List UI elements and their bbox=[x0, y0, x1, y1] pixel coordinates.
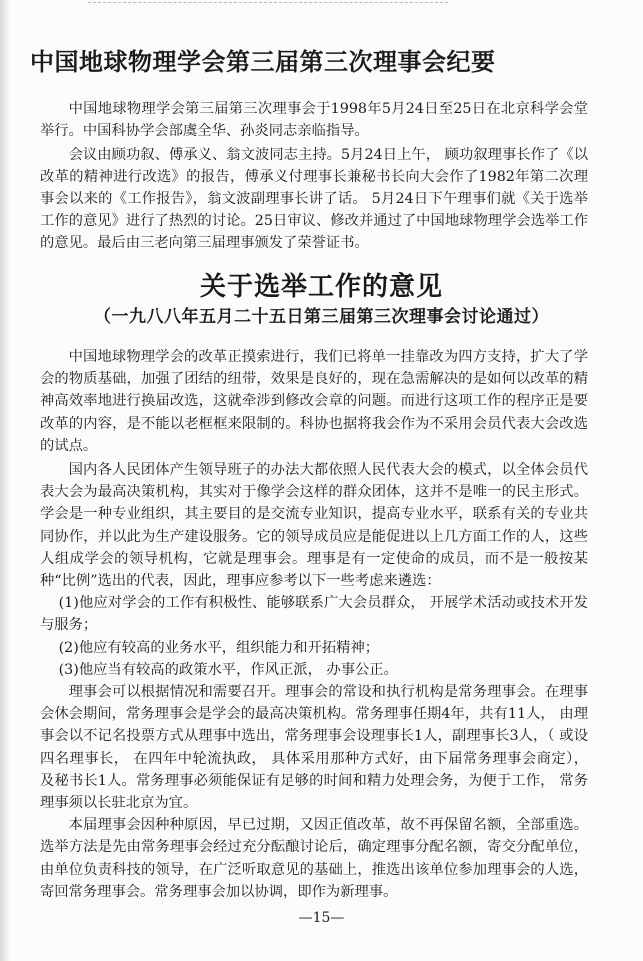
criterion-3: (3)他应当有较高的政策水平，作风正派， 办事公正。 bbox=[58, 661, 398, 678]
opinion-body bbox=[40, 346, 588, 903]
page-edge-shadow bbox=[0, 0, 10, 961]
criterion-2: (2)他应有较高的业务水平，组织能力和开拓精神； bbox=[58, 639, 380, 656]
opinion-paragraph-2: 国内各人民团体产生领导班子的办法大都依照人民代表大会的模式，以全体会员代表大会为最高决策机构，其实对于像学会这样的群众团体，这并不是唯一的民主形式。学会是一种专业组织，其主要目的是交流专业知识，提高专业水平，联系有关的专业共同协作，并以此为生产建设服务。它的领导成员应是能促进以上几方面工作的人，这些人组成学会的领导机构，它就是理事会。理事是有一定使命的成员，而不是一般按某种“比例”选出的代表，因此，理事应参考以下一些考虑来遴选： bbox=[40, 462, 588, 590]
minutes-body bbox=[40, 98, 588, 254]
opinion-paragraph-3: 理事会可以根据情况和需要召开。理事会的常设和执行机构是常务理事会。在理事会休会期间，常务理事会是学会的最高决策机构。常务理事任期4年，共有11人， 由理事会以不记名投票方式从理事中选出，常务理事会设理事长1人，副理事长3人，（ 或设四名理事长， 在四年中轮流执政， 具体采用那种方式好，由下届常务理事会商定）， 及秘书长1人。常务理事必须能保证有足够的时间和精力处理会务，为便于工作， 常务理事须以长驻北京为宜。 bbox=[40, 684, 588, 812]
top-bleed-mark bbox=[88, 2, 448, 9]
page-number: —15— bbox=[298, 910, 345, 926]
opinion-paragraph-1: 中国地球物理学会的改革正摸索进行，我们已将单一挂靠改为四方支持，扩大了学会的物质基础，加强了团结的纽带，效果是良好的，现在急需解决的是如何以改革的精神高效率地进行换届改选，这就牵涉到修改会章的问题。而进行这项工作的程序正是要改革的内容，是不能以老框框来限制的。科协也据将我会作为不采用会员代表大会改选的试点。 bbox=[40, 349, 588, 454]
minutes-title: 中国地球物理学会第三届第三次理事会纪要 bbox=[30, 47, 496, 76]
minutes-paragraph-2: 会议由顾功叙、傅承义、翁文波同志主持。5月24日上午， 顾功叙理事长作了《以改革的精神进行改选》的报告，傅承义付理事长兼秘书长向大会作了1982年第二次理事会以来的《工作报告》，翁文波副理事长讲了话。 5月24日下午理事们就《关于选举工作的意见》进行了热烈的讨论。25日审议、修改并通过了中国地球物理学会选举工作的意见。最后由三老向第三届理事颁发了荣誉证书。 bbox=[40, 147, 588, 251]
minutes-paragraph-1: 中国地球物理学会第三届第三次理事会于1998年5月24日至25日在北京科学会堂举行。中国科协学会部虞全华、孙炎同志亲临指导。 bbox=[40, 101, 588, 139]
opinion-paragraph-4: 本届理事会因种种原因，早已过期，又因正值改革，故不再保留名额，全部重选。选举方法是先由常务理事会经过充分酝酿讨论后，确定理事分配名额，寄交分配单位，由单位负责科技的领导，在广泛听取意见的基础上，推选出该单位参加理事会的人选，寄回常务理事会。常务理事会加以协调，即作为新理事。 bbox=[40, 817, 588, 900]
opinion-title: 关于选举工作的意见 bbox=[199, 272, 443, 302]
criterion-1: (1)他应对学会的工作有积极性、能够联系广大会员群众， 开展学术活动或技术开发与服务； bbox=[40, 595, 588, 634]
opinion-subtitle: （一九八八年五月二十五日第三届第三次理事会讨论通过） bbox=[94, 307, 549, 327]
